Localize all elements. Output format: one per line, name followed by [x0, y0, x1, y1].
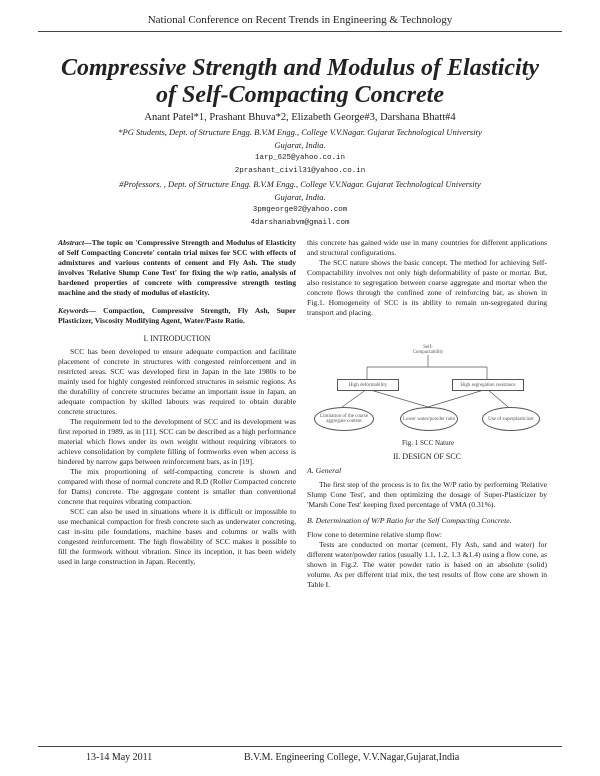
subsection-a-text: The first step of the process is to fix the W/P ratio by performing 'Relative Slump Cone Test', and then optimizing the dosage of Super-Plasticizer by 'Marsh Cone Test' keeping fixed percentage of VMA (0.31%). [307, 480, 547, 509]
affiliation-1-line-1: *PG Students, Dept. of Structure Engg. B.V.M Engg., College V.V.Nagar. Gujarat Technological University [118, 127, 482, 137]
author-list: Anant Patel*1, Prashant Bhuva*2, Elizabeth George#3, Darshana Bhatt#4 [144, 112, 456, 123]
subsection-b-line-1: Flow cone to determine relative slump flow: [307, 530, 442, 539]
affiliation-2-line-2: Gujarat, India. [274, 192, 326, 202]
abstract-text: —The topic on 'Compressive Strength and Modulus of Elasticity of Self Compacting Concrete' contain trial mixes for SCC with effects of admixtures and various contents of cement and Fly Ash. The study involves 'Relative Slump Cone Test' for fixing the w/p ratio, analysis of hardened properties of concrete with compressive strength testing machine and the study of modulus of elasticity. [58, 238, 296, 297]
figure-top-label: Self-Compactability [410, 345, 446, 354]
header-rule [38, 31, 562, 32]
section-1-heading: I. INTRODUCTION [143, 334, 211, 343]
paper-title [40, 55, 560, 109]
conference-header: National Conference on Recent Trends in Engineering & Technology [147, 14, 453, 26]
figure-oval-superplasticizer: Use of superplasticizer [482, 407, 540, 431]
email-1: 1arp_625@yahoo.co.in [254, 154, 345, 162]
keywords [58, 306, 296, 326]
figure-caption: Fig. 1 SCC Nature [401, 439, 455, 447]
figure-box-segregation: High segregation resistance [452, 379, 524, 391]
scc-nature-figure [312, 345, 544, 437]
subsection-b-heading: B. Determination of W/P Ratio for the Self Compacting Concrete. [307, 516, 512, 525]
right-paragraph-2: The SCC nature shows the basic concept. The method for achieving Self-Compactability involves not only high deformability of paste or mortar. But, also resistance to segregation between coarse aggregate and mortar when the concrete flows through the confined zone of reinforcing bar, as shown in Fig.1. Homogeneity of SCC is its ability to remain un-segregated during transport and placing. [307, 258, 547, 317]
intro-paragraph-4: SCC can also be used in situations where it is difficult or impossible to use mechanical compaction for fresh concrete such as underwater concreting, cast in-situ pile foundations, machine bases and columns or walls with congested reinforcement. The high flowability of SCC makes it possible to fill the formwork without vibration. Since its inception, it has been widely used in large construction in Japan. Recently, [58, 507, 296, 566]
email-4: 4darshanabvm@gmail.com [250, 219, 350, 227]
affiliation-1-line-2: Gujarat, India. [274, 140, 326, 150]
intro-paragraph-3: The mix proportioning of self-compacting concrete is shown and compared with those of normal concrete and R.D (Roller Compacted concrete for Dams) concrete. The aggregate content is smaller than conventional concrete that requires vibrating compaction. [58, 467, 296, 506]
footer-venue: B.V.M. Engineering College, V.V.Nagar,Gujarat,India [244, 752, 460, 763]
email-2: 2prashant_civil31@yahoo.co.in [234, 167, 366, 175]
intro-paragraph-2: The requirement led to the development of SCC and its development was first reported in 1989, as in [11]. SCC can be described as a high performance material which flows under its own weight without requiring vibrators to achieve consolidation by complete filling of formworks even when access is hindered by narrow gaps between reinforcement bars, as in [19]. [58, 417, 296, 466]
abstract-label: Abstract [58, 238, 85, 247]
affiliation-2 [60, 178, 540, 230]
footer-date: 13-14 May 2011 [86, 752, 153, 763]
subsection-a-heading: A. General [307, 466, 342, 475]
title-line-1: Compressive Strength and Modulus of Elasticity [60, 55, 540, 81]
intro-paragraph-1: SCC has been developed to ensure adequate compaction and facilitate placement of concrete in structures with congested reinforcement and in restricted areas. SCC was developed first in Japan in the late 1980s to be mainly used for highly congested reinforced structures in seismic regions. As the durability of concrete structures became an important issue in Japan, an adequate compaction by skilled labours was required to obtain durable concrete structures. [58, 347, 296, 416]
affiliation-2-line-1: #Professors. , Dept. of Structure Engg. B.V.M Engg., College V.V.Nagar. Gujarat Technological University [119, 179, 481, 189]
footer-rule [38, 746, 562, 747]
right-column-bottom [307, 452, 547, 590]
right-paragraph-1: this concrete has gained wide use in many countries for different applications and structural configurations. [307, 238, 547, 257]
figure-oval-water-powder: Lower water/powder ratio [400, 407, 458, 431]
keywords-label: Keywords [58, 306, 89, 315]
email-3: 3pmgeorge02@yahoo.com [252, 206, 348, 214]
abstract [58, 238, 296, 298]
title-line-2: of Self-Compacting Concrete [156, 82, 444, 108]
figure-box-deformability: High deformability [337, 379, 399, 391]
subsection-b-text: Tests are conducted on mortar (cement, Fly Ash, sand and water) for different water/powder ratios (usually 1.1, 1.2, 1.3 &1.4) using a flow cone, as shown in Fig.2. The water powder ratio is based on an absolute (solid) volume. As per different trial mix, the test results of flow cone are shown in Table I. [307, 540, 547, 589]
section-2-heading: II. DESIGN OF SCC [392, 452, 461, 461]
figure-oval-aggregate: Limitation of the coarse aggregate content [314, 407, 374, 431]
right-column-top [307, 238, 547, 318]
left-column [58, 238, 296, 567]
keywords-text: — Compaction, Compressive Strength, Fly Ash, Super Plasticizer, Viscosity Modifying Agent, Water/Paste Ratio. [58, 306, 296, 325]
affiliation-1 [60, 126, 540, 178]
